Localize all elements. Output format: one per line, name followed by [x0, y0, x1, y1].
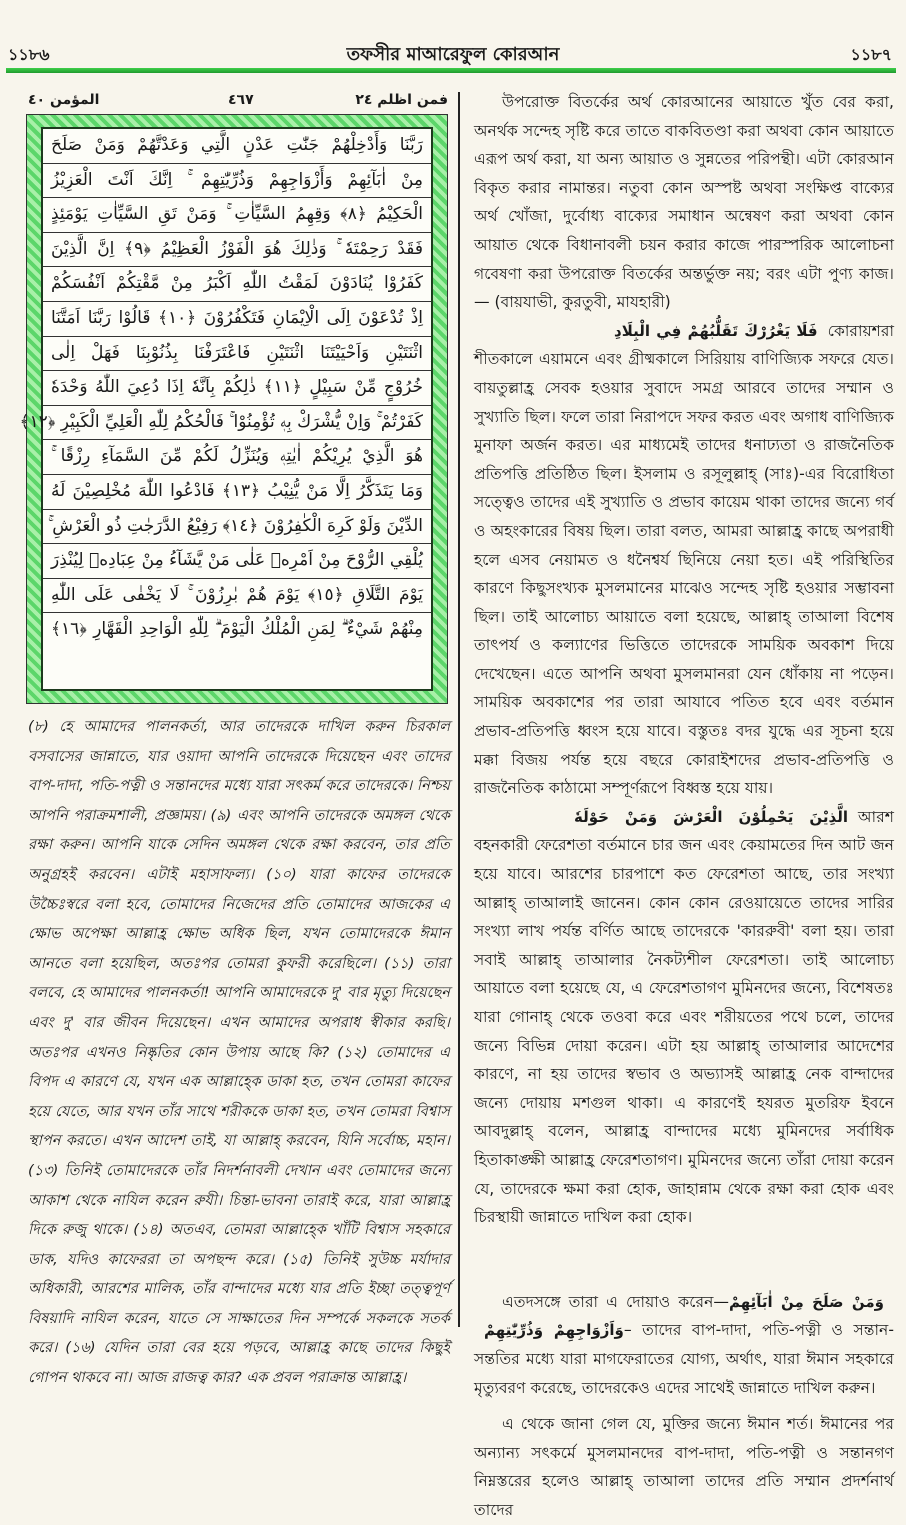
- arabic-quote: الَّذِيْنَ يَحْمِلُوْنَ الْعَرْشَ وَمَنْ حَوْلَهٗ: [574, 807, 848, 826]
- book-title: তফসীর মাআরেফুল কোরআন: [346, 44, 560, 65]
- quran-line: هُوَ الَّذِيْ يُرِيْكُمْ اٰيٰتِهٖ وَيُنَزِّلُ لَكُمْ مِّنَ السَّمَآءِ رِزْقًا ۚ: [43, 440, 431, 475]
- paragraph-lead: এতদসঙ্গে তারা এ দোয়াও করেন—: [502, 1292, 729, 1311]
- quran-line: رَبَّنَا وَأَدْخِلْهُمْ جَنّٰتِ عَدْنٍ الَّتِي وَعَدْتَّهُمْ وَمَنْ صَلَحَ: [43, 129, 431, 164]
- quran-line: مِنْ اٰبَآئِهِمْ وَأَزْوَاجِهِمْ وَذُرِّيّٰتِهِمْ ۚ اِنَّكَ اَنْتَ الْعَزِيْزُ: [43, 164, 431, 199]
- mushaf-page-number: ٤٦٧: [228, 92, 254, 108]
- commentary-paragraph: [474, 317, 894, 803]
- translation-text: (৮) হে আমাদের পালনকর্তা, আর তাদেরকে দাখিল করুন চিরকাল বসবাসের জান্নাতে, যার ওয়াদা আপনি তাদেরকে দিয়েছেন এবং তাদের বাপ-দাদা, পতি-পত্নী ও সন্তানদের মধ্যে যারা সৎকর্ম করে তাদেরকে। নিশ্চয় আপনি পরাক্রমশালী, প্রজ্ঞাময়। (৯) এবং আপনি তাদেরকে অমঙ্গল থেকে রক্ষা করুন। আপনি যাকে সেদিন অমঙ্গল থেকে রক্ষা করবেন, তার প্রতি অনুগ্রহই করবেন। এটাই মহাসাফল্য। (১০) যারা কাফের তাদেরকে উচ্চৈঃস্বরে বলা হবে, তোমাদের নিজেদের প্রতি তোমাদের আজকের এ ক্ষোভ অপেক্ষা আল্লাহ্র ক্ষোভ অধিক ছিল, যখন তোমাদেরকে ঈমান আনতে বলা হয়েছিল, অতঃপর তোমরা কুফরী করেছিলে। (১১) তারা বলবে, হে আমাদের পালনকর্তা! আপনি আমাদেরকে দু' বার মৃত্যু দিয়েছেন এবং দু' বার জীবন দিয়েছেন। এখন আমাদের অপরাধ স্বীকার করছি। অতঃপর এখনও নিষ্কৃতির কোন উপায় আছে কি? (১২) তোমাদের এ বিপদ এ কারণে যে, যখন এক আল্লাহ্কে ডাকা হত, তখন তোমরা কাফের হয়ে যেতে, আর যখন তাঁর সাথে শরীককে ডাকা হত, তখন তোমরা বিশ্বাস স্থাপন করতে। এখন আদেশ তাই, যা আল্লাহ্ করবেন, যিনি সর্বোচ্চ, মহান। (১৩) তিনিই তোমাদেরকে তাঁর নিদর্শনাবলী দেখান এবং তোমাদের জন্যে আকাশ থেকে নাযিল করেন রুযী। চিন্তা-ভাবনা তারাই করে, যারা আল্লাহ্র দিকে রুজু থাকে। (১৪) অতএব, তোমরা আল্লাহ্কে খাঁটি বিশ্বাস সহকারে ডাক, যদিও কাফেররা তা অপছন্দ করে। (১৫) তিনিই সুউচ্চ মর্যাদার অধিকারী, আরশের মালিক, তাঁর বান্দাদের মধ্যে যার প্রতি ইচ্ছা তত্ত্বপূর্ণ বিষয়াদি নাযিল করেন, যাতে সে সাক্ষাতের দিন সম্পর্কে সকলকে সতর্ক করে। (১৬) যেদিন তারা বের হয়ে পড়বে, আল্লাহ্র কাছে তাদের কিছুই গোপন থাকবে না। আজ রাজত্ব কার? এক প্রবল পরাক্রান্ত আল্লাহ্র।: [28, 718, 450, 1387]
- paragraph-text: কোরায়শরা শীতকালে এয়ামনে এবং গ্রীষ্মকালে সিরিয়ায় বাণিজ্যিক সফরে যেত। বায়তুল্লাহ্র সেবক হওয়ার সুবাদে সমগ্র আরবে তাদের সম্মান ও সুখ্যাতি ছিল। ফলে তারা নিরাপদে সফর করত এবং অগাধ বাণিজ্যিক মুনাফা অর্জন করত। এর মাধ্যমেই তাদের ধনাঢ্যতা ও রাজনৈতিক প্রতিপত্তি প্রতিষ্ঠিত ছিল। ইসলাম ও রসূলুল্লাহ্ (সাঃ)-এর বিরোধিতা সত্ত্বেও তাদের এই সুখ্যাতি ও প্রভাব কায়েম থাকা তাদের জন্যে গর্ব ও অহংকারের বিষয় ছিল। তারা বলত, আমরা আল্লাহ্র কাছে অপরাধী হলে এসব নেয়ামত ও ধনৈশ্বর্য ছিনিয়ে নেয়া হত। এই পরিস্থিতির কারণে কিছুসংখ্যক মুসলমানের মাঝেও সন্দেহ সৃষ্টি হওয়ার সম্ভাবনা ছিল। তাই আলোচ্য আয়াতে বলা হয়েছে, আল্লাহ্ তাআলা বিশেষ তাৎপর্য ও কল্যাণের ভিত্তিতে তাদেরকে সাময়িক অবকাশ দিয়ে দেখেছেন। এতে আপনি অথবা মুসলমানরা যেন ধোঁকায় না পড়েন। সাময়িক অবকাশের পর তারা আযাবে পতিত হবে এবং বর্তমান প্রভাব-প্রতিপত্তি ধ্বংস হয়ে যাবে। বস্তুতঃ বদর যুদ্ধে এর সূচনা হয়ে মক্কা বিজয় পর্যন্ত হয়ে বছরে কোরাইশদের প্রভাব-প্রতিপত্তি ও রাজনৈতিক কাঠামো সম্পূর্ণরূপে বিধ্বস্ত হয়ে যায়।: [474, 321, 894, 798]
- commentary-column: [474, 88, 894, 1525]
- commentary-paragraph: উপরোক্ত বিতর্কের অর্থ কোরআনের আয়াতে খুঁত বের করা, অনর্থক সন্দেহ সৃষ্টি করে তাতে বাকবিতণ্ডা করা অথবা কোন আয়াতে এরূপ অর্থ করা, যা অন্য আয়াত ও সুন্নতের পরিপন্থী। এটা কোরআন বিকৃত করার নামান্তর। নতুবা কোন অস্পষ্ট অথবা সংক্ষিপ্ত বাক্যের অর্থ খোঁজা, দুর্বোধ্য বাক্যের সমাধান অন্বেষণ করা অথবা কোন আয়াত থেকে বিধানাবলী চয়ন করার কাজে পারস্পরিক আলোচনা গবেষণা করা উপরোক্ত বিতর্কের অন্তর্ভুক্ত নয়; বরং এটা পুণ্য কাজ।— (বায়যাভী, কুরতুবী, মাযহারী): [474, 93, 894, 312]
- paragraph-text: – তাদের বাপ-দাদা, পতি-পত্নী ও সন্তান-সন্ততির মধ্যে যারা মাগফেরাতের যোগ্য, অর্থাৎ, যারা ঈমান সহকারে মৃত্যুবরণ করেছে, তাদেরকেও এদের সাথেই জান্নাতে দাখিল করুন।: [474, 1321, 894, 1397]
- quran-line: اِذْ تُدْعَوْنَ اِلَى الْاِيْمَانِ فَتَكْفُرُوْنَ ﴿١٠﴾ قَالُوْا رَبَّنَا اَمَتَّنَا: [43, 302, 431, 337]
- juz-label: فمن اظلم ٢٤: [355, 92, 448, 108]
- quran-line: مِنْهُمْ شَيْءٌ ۗ لِمَنِ الْمُلْكُ الْيَوْمَ ۗ لِلّٰهِ الْوَاحِدِ الْقَهَّارِ ﴿١٦﴾: [51, 619, 423, 640]
- quran-line: الْحَكِيْمُ ﴿٨﴾ وَقِهِمُ السَّيِّاٰتِ ۚ وَمَنْ تَقِ السَّيِّاٰتِ يَوْمَئِذٍ: [43, 198, 431, 233]
- quran-line: اثْنَتَيْنِ وَاَحْيَيْتَنَا اثْنَتَيْنِ فَاعْتَرَفْنَا بِذُنُوْبِنَا فَهَلْ اِلٰى: [43, 337, 431, 372]
- quran-line: وَمَا يَتَذَكَّرُ اِلَّا مَنْ يُّنِيْبُ ﴿١٣﴾ فَادْعُوا اللّٰهَ مُخْلِصِيْنَ لَهُ: [43, 475, 431, 510]
- quran-line: يُلْقِي الرُّوْحَ مِنْ اَمْرِهٖ عَلٰى مَنْ يَّشَآءُ مِنْ عِبَادِهٖ لِيُنْذِرَ: [43, 544, 431, 579]
- surah-label: المؤمن ٤٠: [28, 92, 100, 108]
- header-rule: [6, 68, 896, 73]
- quran-line: يَوْمَ التَّلَاقِ ﴿١٥﴾ يَوْمَ هُمْ بٰرِزُوْنَ ۚ لَا يَخْفٰى عَلَى اللّٰهِ: [43, 579, 431, 614]
- commentary-paragraph: এ থেকে জানা গেল যে, মুক্তির জন্যে ঈমান শর্ত। ঈমানের পর অন্যান্য সৎকর্মে মুসলমানদের বাপ-দাদা, পতি-পত্নী ও সন্তানগণ নিম্নস্তরের হলেও আল্লাহ্ তাআলা তাদের প্রতি সম্মান প্রদর্শনার্থ তাদের: [474, 1415, 894, 1519]
- page-number-left: ১১৮৬: [8, 45, 50, 64]
- page-number-right: ১১৮৭: [850, 45, 892, 64]
- quran-line: كَفَرْتُمْ ۚ وَاِنْ يُّشْرَكْ بِهٖ تُؤْمِنُوْا ۚ فَالْحُكْمُ لِلّٰهِ الْعَلِيِّ الْكَبِيْرِ ﴿١٢﴾: [43, 406, 431, 441]
- commentary-paragraph: [474, 803, 894, 1232]
- arabic-quote: فَلَا يَغْرُرْكَ تَقَلُّبُهُمْ فِي الْبِلَادِ: [614, 321, 818, 340]
- quran-line: خُرُوْجٍ مِّنْ سَبِيْلٍ ﴿١١﴾ ذٰلِكُمْ بِاَنَّهٗ اِذَا دُعِيَ اللّٰهُ وَحْدَهٗ: [43, 371, 431, 406]
- quran-line: كَفَرُوْا يُنَادَوْنَ لَمَقْتُ اللّٰهِ اَكْبَرُ مِنْ مَّقْتِكُمْ اَنْفُسَكُمْ: [43, 267, 431, 302]
- quran-line: فَقَدْ رَحِمْتَهٗ ۚ وَذٰلِكَ هُوَ الْفَوْزُ الْعَظِيْمُ ﴿٩﴾ اِنَّ الَّذِيْنَ: [43, 233, 431, 268]
- quran-lines: [19, 127, 433, 691]
- quran-panel-header: [28, 92, 448, 112]
- running-header: [0, 40, 906, 66]
- quran-line: الدِّيْنَ وَلَوْ كَرِهَ الْكٰفِرُوْنَ ﴿١٤﴾ رَفِيْعُ الدَّرَجٰتِ ذُو الْعَرْشِ ۚ: [43, 510, 431, 545]
- column-divider: [458, 92, 460, 1327]
- paragraph-text: আরশ বহনকারী ফেরেশতা বর্তমানে চার জন এবং কেয়ামতের দিন আট জন হয়ে যাবে। আরশের চারপাশে কত ফেরেশতা আছে, তার সংখ্যা আল্লাহ্ তাআলাই জানেন। কোন কোন রেওয়ায়েতে তাদের সারির সংখ্যা লাখ পর্যন্ত বর্ণিত আছে তাদেরকে 'কাররুবী' বলা হয়। তারা সবাই আল্লাহ্ তাআলার নৈকট্যশীল ফেরেশতা। তাই আলোচ্য আয়াতে বলা হয়েছে যে, এ ফেরেশতাগণ মুমিনদের জন্যে, বিশেষতঃ যারা গোনাহ্ থেকে তওবা করে এবং শরীয়তের পথে চলে, তাদের জন্যে বিভিন্ন দোয়া করেন। এটা হয় আল্লাহ্ তাআলার আদেশের কারণে, না হয় তাদের স্বভাব ও অভ্যাসই আল্লাহ্র নেক বান্দাদের জন্যে দোয়ায় মশগুল থাকা। এ কারণেই হযরত মুতরিফ ইবনে আবদুল্লাহ্ বলেন, আল্লাহ্র বান্দাদের মধ্যে মুমিনদের সর্বাধিক হিতাকাঙ্ক্ষী আল্লাহ্র ফেরেশতাগণ। মুমিনদের জন্যে তাঁরা দোয়া করেন যে, তাদেরকে ক্ষমা করা হোক, জাহান্নাম থেকে রক্ষা করা হোক এবং চিরস্থায়ী জান্নাতে দাখিল করা হোক।: [474, 807, 894, 1227]
- arabic-quote: وَمَنْ صَلَحَ مِنْ اٰبَآئِهِمْ وَاَزْوَاجِهِمْ وَذُرِّيّٰتِهِمْ: [484, 1292, 884, 1340]
- quran-text-panel: [19, 114, 448, 704]
- commentary-paragraph: [474, 1288, 894, 1402]
